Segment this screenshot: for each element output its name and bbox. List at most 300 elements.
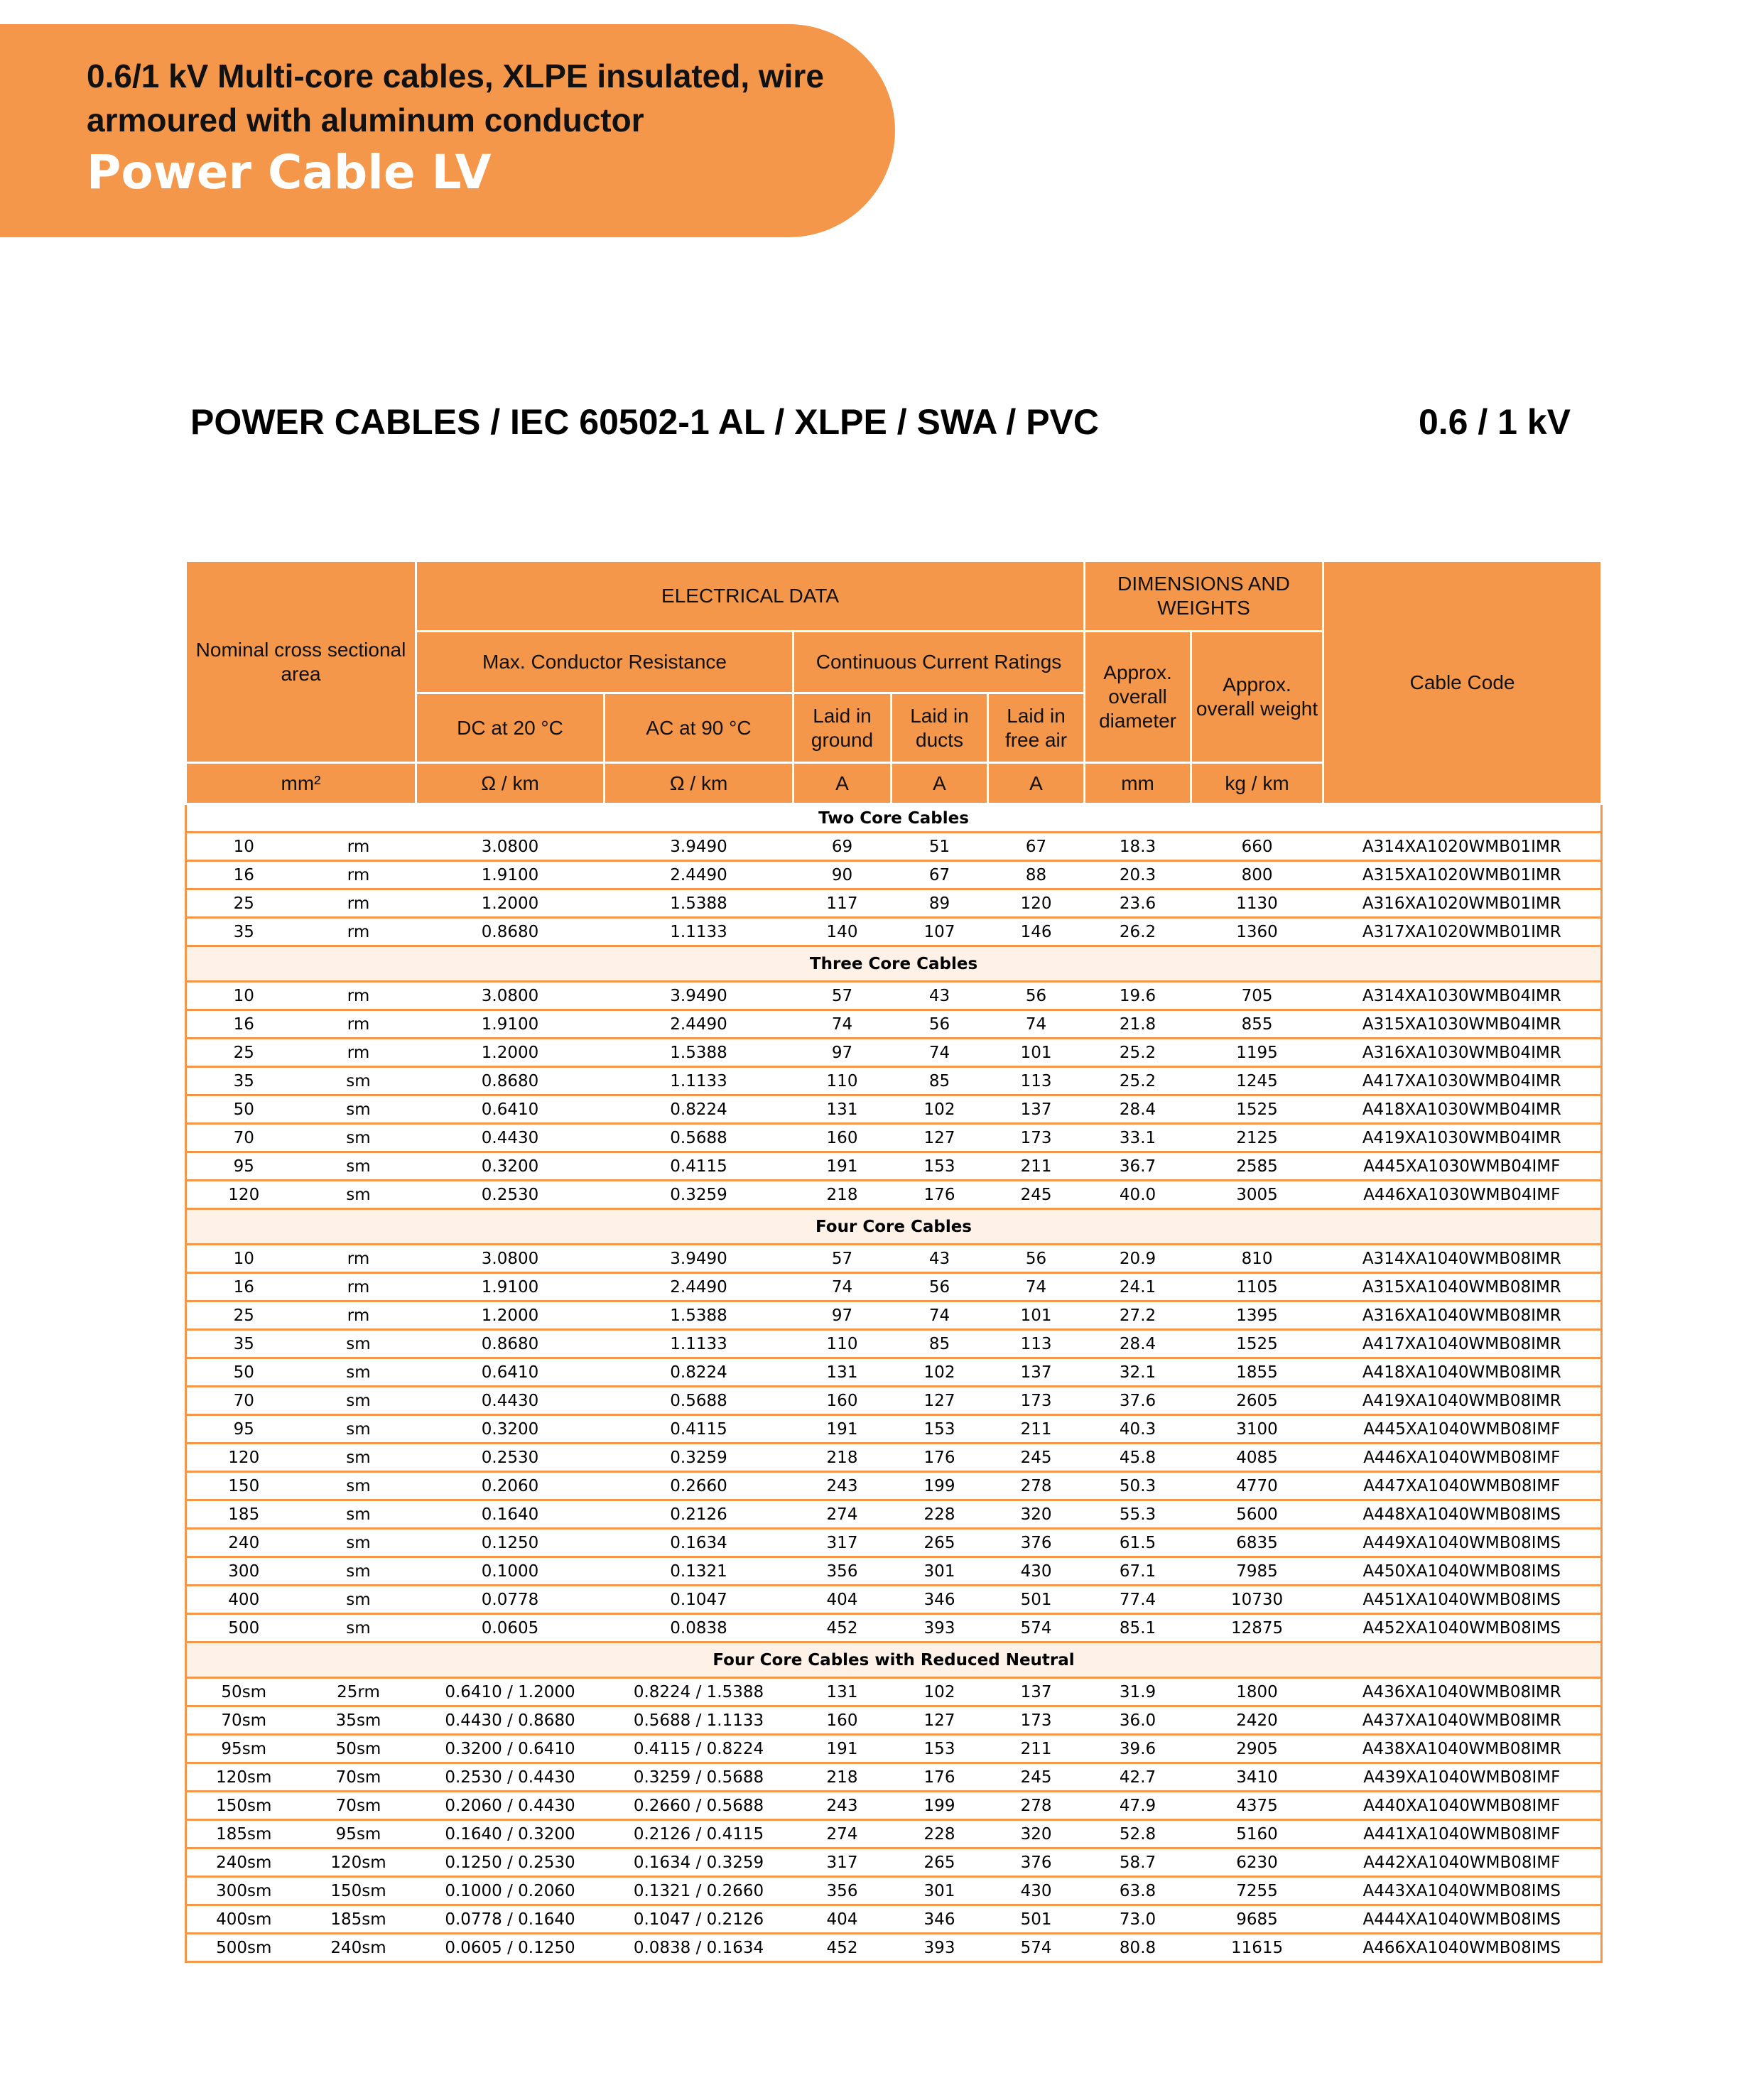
cell-cable-code: A316XA1040WMB08IMR xyxy=(1323,1301,1602,1330)
cell-current-ground: 404 xyxy=(793,1586,892,1614)
section-title: Two Core Cables xyxy=(186,804,1602,833)
cell-cable-code: A439XA1040WMB08IMF xyxy=(1323,1763,1602,1792)
table-row xyxy=(186,1067,1602,1095)
cell-ac-resistance: 0.3259 xyxy=(605,1444,793,1472)
cell-current-ground: 191 xyxy=(793,1152,892,1181)
cell-dc-resistance: 1.9100 xyxy=(416,1273,605,1301)
cell-weight: 5160 xyxy=(1191,1820,1323,1849)
cell-ac-resistance: 0.5688 xyxy=(605,1124,793,1152)
cell-current-free-air: 211 xyxy=(988,1735,1085,1763)
cell-current-ducts: 56 xyxy=(892,1010,988,1039)
cell-area: 120 xyxy=(186,1444,301,1472)
cell-diameter: 36.0 xyxy=(1085,1706,1191,1735)
cell-weight: 705 xyxy=(1191,982,1323,1010)
cell-area: 50sm xyxy=(186,1678,301,1706)
cell-current-free-air: 501 xyxy=(988,1905,1085,1934)
cell-current-free-air: 173 xyxy=(988,1124,1085,1152)
cell-conductor-shape: rm xyxy=(301,1010,416,1039)
cell-diameter: 67.1 xyxy=(1085,1557,1191,1586)
cell-current-free-air: 56 xyxy=(988,1245,1085,1273)
cell-ac-resistance: 0.1634 / 0.3259 xyxy=(605,1849,793,1877)
table-row xyxy=(186,861,1602,889)
cell-dc-resistance: 0.2060 xyxy=(416,1472,605,1500)
header-laid-free-air: Laid in free air xyxy=(988,693,1085,763)
cell-diameter: 25.2 xyxy=(1085,1067,1191,1095)
cell-conductor-shape: rm xyxy=(301,982,416,1010)
cell-area: 35 xyxy=(186,918,301,946)
cell-diameter: 73.0 xyxy=(1085,1905,1191,1934)
cell-current-ground: 131 xyxy=(793,1678,892,1706)
table-row xyxy=(186,1181,1602,1209)
table-row xyxy=(186,1301,1602,1330)
cell-diameter: 31.9 xyxy=(1085,1678,1191,1706)
table-row xyxy=(186,1792,1602,1820)
document-title: POWER CABLES / IEC 60502-1 AL / XLPE / SWA / PVC xyxy=(190,402,1100,442)
header-approx-diameter: Approx. overall diameter xyxy=(1085,632,1191,763)
cell-current-ground: 191 xyxy=(793,1735,892,1763)
cell-weight: 6835 xyxy=(1191,1529,1323,1557)
cell-ac-resistance: 0.2660 xyxy=(605,1472,793,1500)
cell-current-free-air: 137 xyxy=(988,1095,1085,1124)
cell-current-ducts: 43 xyxy=(892,1245,988,1273)
header-banner xyxy=(0,24,895,237)
cell-ac-resistance: 0.5688 / 1.1133 xyxy=(605,1706,793,1735)
table-row xyxy=(186,1273,1602,1301)
cell-diameter: 77.4 xyxy=(1085,1586,1191,1614)
cell-current-ground: 57 xyxy=(793,982,892,1010)
cell-weight: 2420 xyxy=(1191,1706,1323,1735)
cell-dc-resistance: 1.2000 xyxy=(416,1301,605,1330)
cell-current-ground: 218 xyxy=(793,1763,892,1792)
cell-area: 185 xyxy=(186,1500,301,1529)
cell-current-free-air: 320 xyxy=(988,1820,1085,1849)
cell-current-ground: 317 xyxy=(793,1529,892,1557)
cell-weight: 810 xyxy=(1191,1245,1323,1273)
cell-current-ducts: 153 xyxy=(892,1415,988,1444)
cell-dc-resistance: 0.4430 xyxy=(416,1124,605,1152)
table-row xyxy=(186,1444,1602,1472)
cell-dc-resistance: 0.8680 xyxy=(416,1330,605,1358)
cell-current-ducts: 153 xyxy=(892,1735,988,1763)
section-title: Three Core Cables xyxy=(186,946,1602,982)
cell-ac-resistance: 2.4490 xyxy=(605,1273,793,1301)
cell-conductor-shape: 25rm xyxy=(301,1678,416,1706)
cell-current-ground: 404 xyxy=(793,1905,892,1934)
table-row xyxy=(186,982,1602,1010)
cell-weight: 2605 xyxy=(1191,1387,1323,1415)
table-row xyxy=(186,1529,1602,1557)
cell-ac-resistance: 1.1133 xyxy=(605,1330,793,1358)
cell-conductor-shape: sm xyxy=(301,1557,416,1586)
cell-diameter: 40.0 xyxy=(1085,1181,1191,1209)
table-row xyxy=(186,1849,1602,1877)
cell-dc-resistance: 0.2530 xyxy=(416,1181,605,1209)
cell-current-free-air: 278 xyxy=(988,1472,1085,1500)
cell-conductor-shape: 50sm xyxy=(301,1735,416,1763)
cell-dc-resistance: 0.3200 / 0.6410 xyxy=(416,1735,605,1763)
cell-ac-resistance: 0.4115 xyxy=(605,1152,793,1181)
cell-ac-resistance: 2.4490 xyxy=(605,1010,793,1039)
cell-cable-code: A466XA1040WMB08IMS xyxy=(1323,1934,1602,1962)
cell-conductor-shape: sm xyxy=(301,1415,416,1444)
cell-dc-resistance: 3.0800 xyxy=(416,1245,605,1273)
header-laid-ducts: Laid in ducts xyxy=(892,693,988,763)
cell-weight: 4085 xyxy=(1191,1444,1323,1472)
cell-current-ground: 131 xyxy=(793,1358,892,1387)
cell-ac-resistance: 0.8224 xyxy=(605,1358,793,1387)
section-header-row xyxy=(186,1642,1602,1678)
cell-current-free-air: 88 xyxy=(988,861,1085,889)
cell-weight: 1855 xyxy=(1191,1358,1323,1387)
cell-current-ground: 140 xyxy=(793,918,892,946)
cell-cable-code: A314XA1040WMB08IMR xyxy=(1323,1245,1602,1273)
cell-current-ground: 74 xyxy=(793,1010,892,1039)
cell-area: 300 xyxy=(186,1557,301,1586)
cell-ac-resistance: 0.1321 / 0.2660 xyxy=(605,1877,793,1905)
cell-cable-code: A437XA1040WMB08IMR xyxy=(1323,1706,1602,1735)
cell-area: 70 xyxy=(186,1387,301,1415)
cell-dc-resistance: 0.0778 xyxy=(416,1586,605,1614)
cell-ac-resistance: 0.8224 / 1.5388 xyxy=(605,1678,793,1706)
cell-area: 70sm xyxy=(186,1706,301,1735)
table-row xyxy=(186,1152,1602,1181)
cell-diameter: 58.7 xyxy=(1085,1849,1191,1877)
cell-current-free-air: 430 xyxy=(988,1877,1085,1905)
section-header-row xyxy=(186,804,1602,833)
unit-ac: Ω / km xyxy=(605,763,793,804)
cell-diameter: 33.1 xyxy=(1085,1124,1191,1152)
cell-area: 10 xyxy=(186,833,301,861)
cell-cable-code: A447XA1040WMB08IMF xyxy=(1323,1472,1602,1500)
table-row xyxy=(186,1614,1602,1642)
cell-ac-resistance: 0.0838 / 0.1634 xyxy=(605,1934,793,1962)
cell-current-ground: 74 xyxy=(793,1273,892,1301)
cell-area: 500 xyxy=(186,1614,301,1642)
table-row xyxy=(186,1934,1602,1962)
cell-ac-resistance: 0.8224 xyxy=(605,1095,793,1124)
cell-current-free-air: 320 xyxy=(988,1500,1085,1529)
cell-ac-resistance: 1.5388 xyxy=(605,1039,793,1067)
cell-area: 50 xyxy=(186,1358,301,1387)
section-title: Four Core Cables with Reduced Neutral xyxy=(186,1642,1602,1678)
cell-conductor-shape: sm xyxy=(301,1152,416,1181)
cell-area: 16 xyxy=(186,1010,301,1039)
cell-cable-code: A314XA1020WMB01IMR xyxy=(1323,833,1602,861)
cell-current-free-air: 173 xyxy=(988,1706,1085,1735)
cell-dc-resistance: 0.8680 xyxy=(416,918,605,946)
cell-current-ducts: 265 xyxy=(892,1849,988,1877)
cell-weight: 3100 xyxy=(1191,1415,1323,1444)
cell-area: 35 xyxy=(186,1067,301,1095)
cell-area: 400 xyxy=(186,1586,301,1614)
table-row xyxy=(186,1095,1602,1124)
cell-current-free-air: 376 xyxy=(988,1849,1085,1877)
table-row xyxy=(186,918,1602,946)
cell-area: 95 xyxy=(186,1152,301,1181)
header-max-resistance: Max. Conductor Resistance xyxy=(416,632,793,693)
cell-cable-code: A443XA1040WMB08IMS xyxy=(1323,1877,1602,1905)
cell-dc-resistance: 1.9100 xyxy=(416,861,605,889)
unit-area: mm² xyxy=(186,763,416,804)
cell-cable-code: A315XA1030WMB04IMR xyxy=(1323,1010,1602,1039)
cell-cable-code: A444XA1040WMB08IMS xyxy=(1323,1905,1602,1934)
cell-current-ducts: 74 xyxy=(892,1039,988,1067)
cell-area: 16 xyxy=(186,861,301,889)
table-row xyxy=(186,1586,1602,1614)
cell-weight: 5600 xyxy=(1191,1500,1323,1529)
cell-conductor-shape: sm xyxy=(301,1614,416,1642)
cell-area: 70 xyxy=(186,1124,301,1152)
cell-conductor-shape: sm xyxy=(301,1472,416,1500)
cell-conductor-shape: 185sm xyxy=(301,1905,416,1934)
cell-diameter: 32.1 xyxy=(1085,1358,1191,1387)
header-nominal-area: Nominal cross sectional area xyxy=(186,561,416,763)
cell-ac-resistance: 0.1634 xyxy=(605,1529,793,1557)
cell-diameter: 26.2 xyxy=(1085,918,1191,946)
cell-current-ground: 218 xyxy=(793,1444,892,1472)
cell-weight: 2125 xyxy=(1191,1124,1323,1152)
cell-dc-resistance: 0.1000 xyxy=(416,1557,605,1586)
cell-weight: 1525 xyxy=(1191,1095,1323,1124)
table-row xyxy=(186,1820,1602,1849)
header-dimensions-weights: DIMENSIONS AND WEIGHTS xyxy=(1085,561,1323,632)
cell-current-ground: 191 xyxy=(793,1415,892,1444)
cell-current-free-air: 120 xyxy=(988,889,1085,918)
cell-dc-resistance: 3.0800 xyxy=(416,833,605,861)
cell-ac-resistance: 0.3259 xyxy=(605,1181,793,1209)
cell-diameter: 27.2 xyxy=(1085,1301,1191,1330)
cell-current-free-air: 245 xyxy=(988,1181,1085,1209)
cell-current-free-air: 574 xyxy=(988,1614,1085,1642)
cell-current-free-air: 67 xyxy=(988,833,1085,861)
table-body xyxy=(186,804,1602,1962)
cell-cable-code: A419XA1040WMB08IMR xyxy=(1323,1387,1602,1415)
table-row xyxy=(186,1124,1602,1152)
table-row xyxy=(186,1472,1602,1500)
cell-ac-resistance: 1.1133 xyxy=(605,918,793,946)
cell-current-ground: 356 xyxy=(793,1557,892,1586)
cell-conductor-shape: rm xyxy=(301,861,416,889)
cell-current-ducts: 102 xyxy=(892,1095,988,1124)
cell-ac-resistance: 0.2126 / 0.4115 xyxy=(605,1820,793,1849)
table-header xyxy=(186,561,1602,804)
cell-diameter: 37.6 xyxy=(1085,1387,1191,1415)
cell-current-ducts: 153 xyxy=(892,1152,988,1181)
cell-ac-resistance: 1.1133 xyxy=(605,1067,793,1095)
cell-conductor-shape: 240sm xyxy=(301,1934,416,1962)
table-row xyxy=(186,1245,1602,1273)
cell-weight: 2905 xyxy=(1191,1735,1323,1763)
table-row xyxy=(186,1010,1602,1039)
cell-dc-resistance: 0.6410 xyxy=(416,1358,605,1387)
cell-current-free-air: 574 xyxy=(988,1934,1085,1962)
cell-current-ground: 90 xyxy=(793,861,892,889)
cell-weight: 1800 xyxy=(1191,1678,1323,1706)
cell-ac-resistance: 0.5688 xyxy=(605,1387,793,1415)
table-row xyxy=(186,1387,1602,1415)
header-ac-90: AC at 90 °C xyxy=(605,693,793,763)
cell-diameter: 52.8 xyxy=(1085,1820,1191,1849)
cell-area: 35 xyxy=(186,1330,301,1358)
cell-current-ducts: 67 xyxy=(892,861,988,889)
table-row xyxy=(186,1415,1602,1444)
cell-current-ducts: 301 xyxy=(892,1557,988,1586)
cell-ac-resistance: 0.1321 xyxy=(605,1557,793,1586)
cell-current-ducts: 89 xyxy=(892,889,988,918)
cell-current-ducts: 127 xyxy=(892,1706,988,1735)
cell-area: 120 xyxy=(186,1181,301,1209)
cell-current-free-air: 113 xyxy=(988,1067,1085,1095)
cell-conductor-shape: sm xyxy=(301,1181,416,1209)
cell-current-free-air: 245 xyxy=(988,1444,1085,1472)
cell-conductor-shape: 70sm xyxy=(301,1763,416,1792)
cell-current-ducts: 199 xyxy=(892,1792,988,1820)
cell-current-free-air: 430 xyxy=(988,1557,1085,1586)
cell-current-free-air: 56 xyxy=(988,982,1085,1010)
cell-cable-code: A448XA1040WMB08IMS xyxy=(1323,1500,1602,1529)
unit-weight: kg / km xyxy=(1191,763,1323,804)
cable-spec-table-wrapper xyxy=(185,560,1600,1963)
header-dc-20: DC at 20 °C xyxy=(416,693,605,763)
cell-current-ground: 97 xyxy=(793,1301,892,1330)
cell-cable-code: A449XA1040WMB08IMS xyxy=(1323,1529,1602,1557)
cell-weight: 4770 xyxy=(1191,1472,1323,1500)
cell-ac-resistance: 3.9490 xyxy=(605,982,793,1010)
cell-diameter: 61.5 xyxy=(1085,1529,1191,1557)
cell-current-free-air: 245 xyxy=(988,1763,1085,1792)
cell-dc-resistance: 0.1640 / 0.3200 xyxy=(416,1820,605,1849)
cell-conductor-shape: sm xyxy=(301,1124,416,1152)
cell-conductor-shape: sm xyxy=(301,1586,416,1614)
cell-weight: 1245 xyxy=(1191,1067,1323,1095)
cell-diameter: 20.3 xyxy=(1085,861,1191,889)
cell-weight: 855 xyxy=(1191,1010,1323,1039)
cell-current-ducts: 301 xyxy=(892,1877,988,1905)
cell-current-ducts: 228 xyxy=(892,1500,988,1529)
cell-conductor-shape: rm xyxy=(301,1273,416,1301)
cell-cable-code: A451XA1040WMB08IMS xyxy=(1323,1586,1602,1614)
cell-current-free-air: 501 xyxy=(988,1586,1085,1614)
table-row xyxy=(186,1735,1602,1763)
cell-dc-resistance: 0.1640 xyxy=(416,1500,605,1529)
cell-current-ground: 356 xyxy=(793,1877,892,1905)
unit-dc: Ω / km xyxy=(416,763,605,804)
cell-conductor-shape: sm xyxy=(301,1358,416,1387)
cell-current-ducts: 393 xyxy=(892,1614,988,1642)
cell-weight: 9685 xyxy=(1191,1905,1323,1934)
cell-current-ground: 160 xyxy=(793,1124,892,1152)
cell-current-free-air: 137 xyxy=(988,1358,1085,1387)
section-header-row xyxy=(186,946,1602,982)
cell-current-free-air: 101 xyxy=(988,1039,1085,1067)
cell-ac-resistance: 0.0838 xyxy=(605,1614,793,1642)
cell-ac-resistance: 2.4490 xyxy=(605,861,793,889)
cell-current-ducts: 393 xyxy=(892,1934,988,1962)
cell-diameter: 47.9 xyxy=(1085,1792,1191,1820)
table-row xyxy=(186,833,1602,861)
cell-diameter: 40.3 xyxy=(1085,1415,1191,1444)
cell-cable-code: A446XA1040WMB08IMF xyxy=(1323,1444,1602,1472)
cell-conductor-shape: sm xyxy=(301,1444,416,1472)
cell-diameter: 23.6 xyxy=(1085,889,1191,918)
cell-dc-resistance: 1.2000 xyxy=(416,1039,605,1067)
cell-current-free-air: 173 xyxy=(988,1387,1085,1415)
unit-free-air: A xyxy=(988,763,1085,804)
cell-current-free-air: 137 xyxy=(988,1678,1085,1706)
table-row xyxy=(186,1500,1602,1529)
cell-ac-resistance: 0.3259 / 0.5688 xyxy=(605,1763,793,1792)
cell-dc-resistance: 0.2530 xyxy=(416,1444,605,1472)
cell-current-ground: 452 xyxy=(793,1614,892,1642)
cell-cable-code: A450XA1040WMB08IMS xyxy=(1323,1557,1602,1586)
cell-current-free-air: 376 xyxy=(988,1529,1085,1557)
cell-area: 150sm xyxy=(186,1792,301,1820)
cell-area: 500sm xyxy=(186,1934,301,1962)
cell-weight: 7985 xyxy=(1191,1557,1323,1586)
cell-current-ground: 110 xyxy=(793,1330,892,1358)
table-row xyxy=(186,1877,1602,1905)
cell-conductor-shape: sm xyxy=(301,1095,416,1124)
cell-cable-code: A418XA1040WMB08IMR xyxy=(1323,1358,1602,1387)
cell-current-free-air: 211 xyxy=(988,1152,1085,1181)
cell-area: 16 xyxy=(186,1273,301,1301)
cell-current-ducts: 102 xyxy=(892,1678,988,1706)
table-row xyxy=(186,1330,1602,1358)
cell-area: 50 xyxy=(186,1095,301,1124)
cell-conductor-shape: rm xyxy=(301,1039,416,1067)
banner-title: Power Cable LV xyxy=(87,145,492,200)
cell-current-free-air: 74 xyxy=(988,1273,1085,1301)
cell-current-ducts: 74 xyxy=(892,1301,988,1330)
cell-cable-code: A317XA1020WMB01IMR xyxy=(1323,918,1602,946)
cell-area: 150 xyxy=(186,1472,301,1500)
cell-weight: 1130 xyxy=(1191,889,1323,918)
cell-ac-resistance: 0.2126 xyxy=(605,1500,793,1529)
cell-conductor-shape: 150sm xyxy=(301,1877,416,1905)
cell-dc-resistance: 0.0778 / 0.1640 xyxy=(416,1905,605,1934)
cell-cable-code: A442XA1040WMB08IMF xyxy=(1323,1849,1602,1877)
cell-ac-resistance: 3.9490 xyxy=(605,833,793,861)
header-electrical-data: ELECTRICAL DATA xyxy=(416,561,1085,632)
cell-cable-code: A419XA1030WMB04IMR xyxy=(1323,1124,1602,1152)
cell-conductor-shape: rm xyxy=(301,889,416,918)
cell-cable-code: A417XA1030WMB04IMR xyxy=(1323,1067,1602,1095)
cell-conductor-shape: rm xyxy=(301,1245,416,1273)
cell-dc-resistance: 0.0605 / 0.1250 xyxy=(416,1934,605,1962)
cell-weight: 4375 xyxy=(1191,1792,1323,1820)
cell-conductor-shape: sm xyxy=(301,1067,416,1095)
cell-diameter: 20.9 xyxy=(1085,1245,1191,1273)
cell-dc-resistance: 0.8680 xyxy=(416,1067,605,1095)
cell-area: 10 xyxy=(186,982,301,1010)
cell-cable-code: A445XA1030WMB04IMF xyxy=(1323,1152,1602,1181)
cell-current-ground: 218 xyxy=(793,1181,892,1209)
cell-cable-code: A314XA1030WMB04IMR xyxy=(1323,982,1602,1010)
cell-conductor-shape: 120sm xyxy=(301,1849,416,1877)
cell-current-ground: 69 xyxy=(793,833,892,861)
cell-ac-resistance: 3.9490 xyxy=(605,1245,793,1273)
cell-dc-resistance: 0.3200 xyxy=(416,1415,605,1444)
cell-conductor-shape: sm xyxy=(301,1529,416,1557)
cell-dc-resistance: 0.2530 / 0.4430 xyxy=(416,1763,605,1792)
cell-current-ducts: 127 xyxy=(892,1124,988,1152)
cell-current-free-air: 74 xyxy=(988,1010,1085,1039)
cell-weight: 3005 xyxy=(1191,1181,1323,1209)
cell-conductor-shape: 35sm xyxy=(301,1706,416,1735)
cell-area: 400sm xyxy=(186,1905,301,1934)
cell-ac-resistance: 0.2660 / 0.5688 xyxy=(605,1792,793,1820)
cell-weight: 1525 xyxy=(1191,1330,1323,1358)
